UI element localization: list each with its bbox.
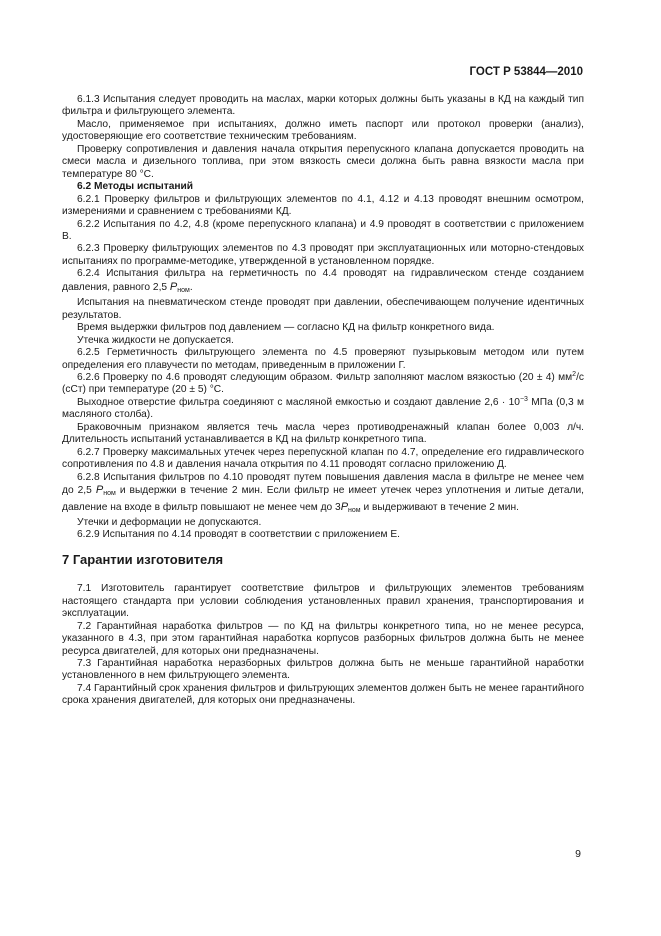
page-content	[62, 94, 584, 708]
section-heading-6-2: 6.2 Методы испытаний	[77, 181, 194, 193]
section-heading-7: 7 Гарантии изготовителя	[62, 551, 224, 567]
standard-header: ГОСТ Р 53844—2010	[469, 66, 583, 78]
paragraph-6-2-3: 6.2.3 Проверку фильтрующих элементов по 4.3 проводят при эксплуатационных или моторно-стендовых испытаниях по программе-методике, утвержденной в установленном порядке.	[62, 243, 584, 267]
pressure-symbol: P	[95, 484, 104, 497]
paragraph-pneumatic-stand: Испытания на пневматическом стенде проводят при давлении, обеспечивающем получение идентичных результатов.	[62, 297, 584, 321]
paragraph-7-4: 7.4 Гарантийный срок хранения фильтров и фильтрующих элементов должен быть не менее гарантийного срока хранения двигателей, для которых они предназначены.	[62, 682, 584, 707]
paragraph-oil-passport: Масло, применяемое при испытаниях, должно иметь паспорт или протокол проверки (анализ), удостоверяющие его соответствие техническим требованиям.	[62, 118, 584, 143]
paragraph-no-deformation: Утечки и деформации не допускаются.	[77, 516, 262, 528]
paragraph-7-2: 7.2 Гарантийная наработка фильтров — по КД на фильтры конкретного типа, но не менее ресурса, указанного в 4.3, при этом гарантийная наработка корпусов разборных фильтров должна быть не менее ресурса двигателей, для которых они предназначены.	[62, 620, 584, 657]
paragraph-bypass-check: Проверку сопротивления и давления начала открытия перепускного клапана допускается проводить на смеси масла и дизельного топлива, при этом вязкость смеси должна быть равна вязкости масла при температуре 80 °С.	[62, 143, 584, 180]
paragraph-6-2-5: 6.2.5 Герметичность фильтрующего элемента по 4.5 проверяют пузырьковым методом или путем определения его плавучести по методам, приведенным в приложении Г.	[62, 347, 584, 371]
pressure-subscript: ном	[103, 490, 116, 498]
paragraph-7-3: 7.3 Гарантийная наработка неразборных фильтров должна быть не меньше гарантийной наработки установленного в нем фильтрующего элемента.	[62, 658, 584, 682]
paragraph-outlet-text: Выходное отверстие фильтра соединяют с масляной емкостью и создают давление 2,6 · 10	[77, 396, 520, 408]
pressure-symbol: P	[169, 280, 178, 293]
paragraph-7-1: 7.1 Изготовитель гарантирует соответствие фильтров и фильтрующих элементов требованиям настоящего стандарта при условии соблюдения установленных правил хранения, транспортирования и эксплуатации.	[62, 583, 584, 620]
paragraph-6-2-6-end: /с (сСт) при температуре (20 ± 5) °С.	[62, 371, 584, 396]
exponent-superscript: −3	[519, 395, 528, 403]
mm2-superscript: 2	[572, 370, 577, 378]
paragraph-6-2-7: 6.2.7 Проверку максимальных утечек через перепускной клапан по 4.7, определение его гидравлического сопротивления по 4.8 и давления начала открытия по 4.11 проводят согласно приложению Д.	[62, 446, 584, 471]
paragraph-6-2-4	[62, 268, 584, 297]
paragraph-6-2-2: 6.2.2 Испытания по 4.2, 4.8 (кроме перепускного клапана) и 4.9 проводят в соответствии с приложением В.	[62, 218, 584, 242]
pressure-symbol: P	[340, 500, 349, 513]
paragraph-no-leak: Утечка жидкости не допускается.	[77, 334, 234, 346]
paragraph-6-2-9: 6.2.9 Испытания по 4.14 проводят в соответствии с приложением Е.	[77, 529, 400, 541]
paragraph-6-2-6-text: 6.2.6 Проверку по 4.6 проводят следующим образом. Фильтр заполняют маслом вязкостью (20 ± 4) мм	[77, 371, 573, 383]
paragraph-6-2-4-text: 6.2.4 Испытания фильтра на герметичность по 4.4 проводят на гидравлическом стенде созданием давления, равного 2,5	[62, 268, 584, 293]
paragraph-6-2-6	[62, 372, 584, 397]
pressure-subscript: ном	[177, 286, 190, 294]
paragraph-6-2-8-end: и выдерживают в течение 2 мин.	[360, 501, 519, 513]
paragraph-hold-time: Время выдержки фильтров под давлением — согласно КД на фильтр конкретного вида.	[77, 322, 495, 334]
paragraph-6-2-8-mid: и выдержки в течение 2 мин. Если фильтр не имеет утечек через уплотнения и литые детали, давление на входе в фильтр повышают не менее чем до 3	[62, 485, 584, 513]
paragraph-6-1-3: 6.1.3 Испытания следует проводить на маслах, марки которых должны быть указаны в КД на каждый тип фильтра и фильтрующего элемента.	[62, 94, 584, 118]
page-number: 9	[575, 848, 581, 860]
paragraph-reject-criterion: Браковочным признаком является течь масла через противодренажный клапан более 0,003 л/ч. Длительность испытаний устанавливается в КД на фильтр конкретного типа.	[62, 421, 584, 446]
pressure-subscript: ном	[348, 506, 361, 514]
paragraph-6-2-1: 6.2.1 Проверку фильтров и фильтрующих элементов по 4.1, 4.12 и 4.13 проводят внешним осмотром, измерениями и сравнением с требованиями КД.	[62, 193, 584, 218]
paragraph-6-2-8-text: 6.2.8 Испытания фильтров по 4.10 проводят путем повышения давления масла в фильтре не менее чем до 2,5	[62, 471, 584, 497]
paragraph-6-2-8	[62, 472, 584, 517]
period: .	[189, 281, 193, 293]
paragraph-outlet-end: МПа (0,3 м масляного столба).	[62, 396, 584, 421]
paragraph-outlet	[62, 397, 584, 422]
